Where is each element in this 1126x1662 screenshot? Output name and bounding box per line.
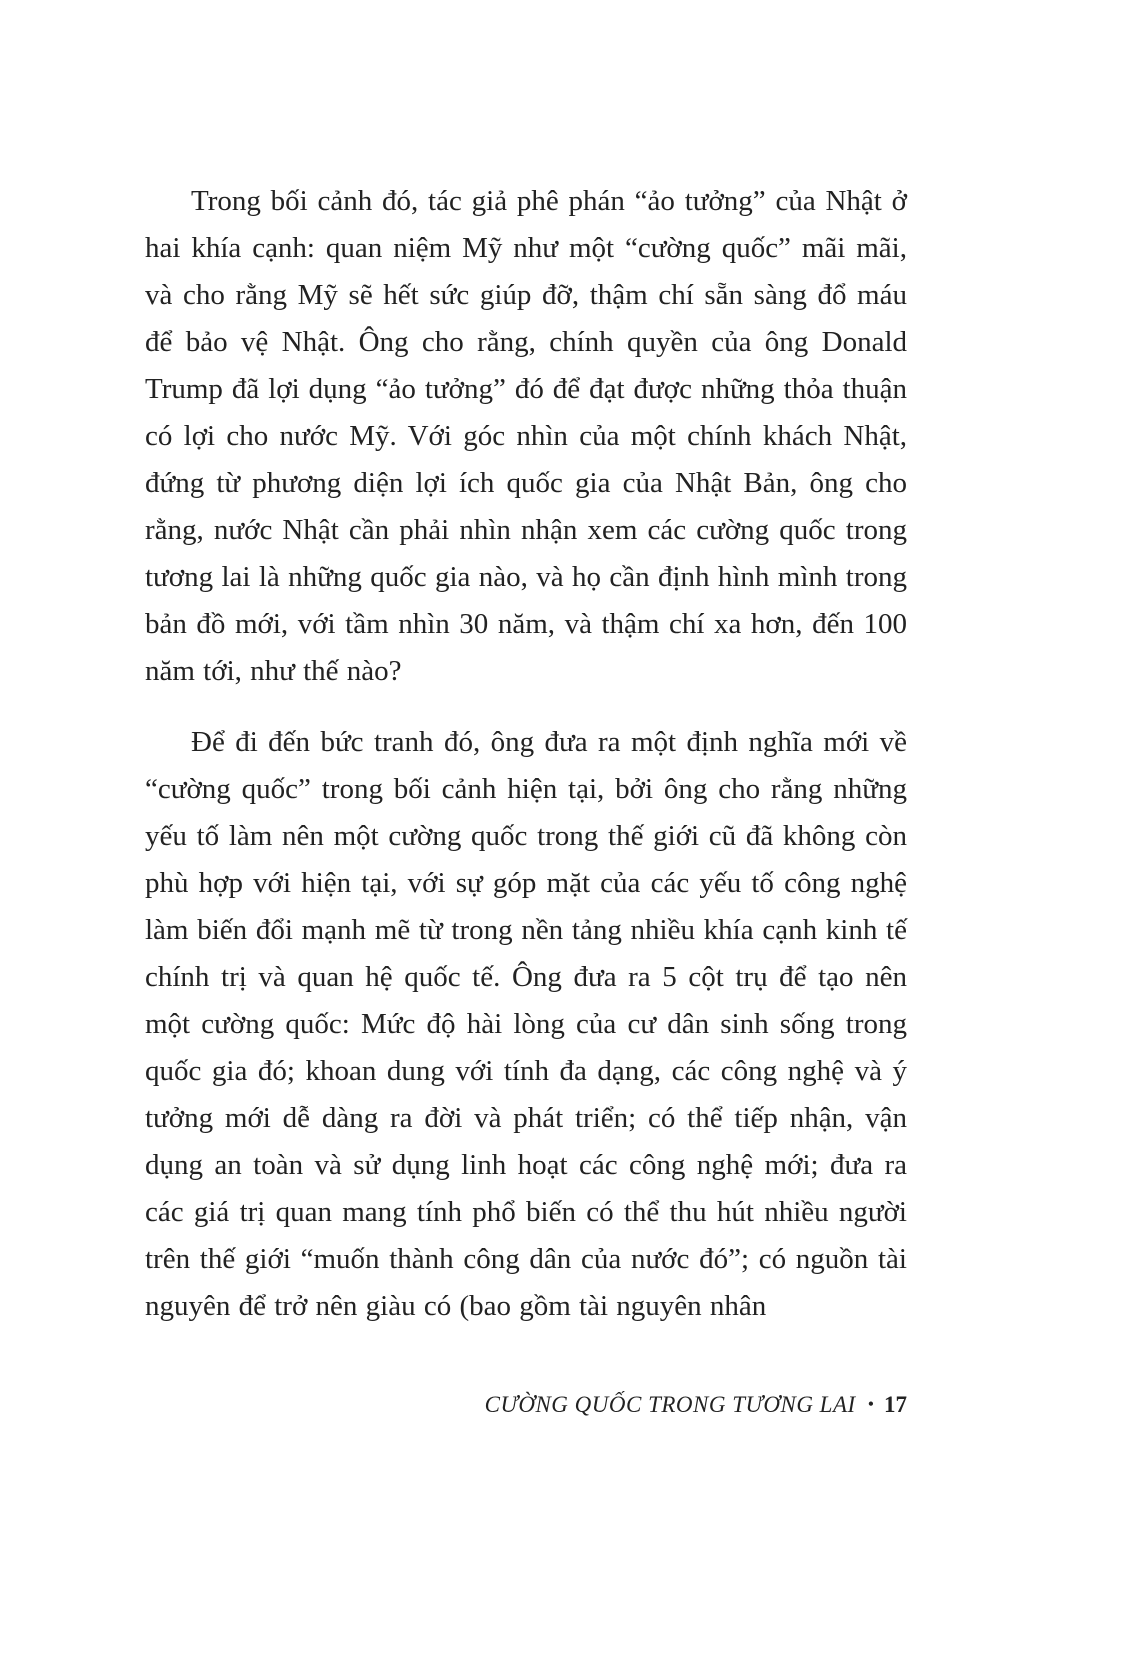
paragraph-2: Để đi đến bức tranh đó, ông đưa ra một định nghĩa mới về “cường quốc” trong bối cảnh hiện tại, bởi ông cho rằng những yếu tố làm nên một cường quốc trong thế giới cũ đã không còn phù hợp với hiện tại, với sự góp mặt của các yếu tố công nghệ làm biến đổi mạnh mẽ từ trong nền tảng nhiều khía cạnh kinh tế chính trị và quan hệ quốc tế. Ông đưa ra 5 cột trụ để tạo nên một cường quốc: Mức độ hài lòng của cư dân sinh sống trong quốc gia đó; khoan dung với tính đa dạng, các công nghệ và ý tưởng mới dễ dàng ra đời và phát triển; có thể tiếp nhận, vận dụng an toàn và sử dụng linh hoạt các công nghệ mới; đưa ra các giá trị quan mang tính phổ biến có thể thu hút nhiều người trên thế giới “muốn thành công dân của nước đó”; có nguồn tài nguyên để trở nên giàu có (bao gồm tài nguyên nhân bbox=[145, 726, 907, 1322]
paragraph-1: Trong bối cảnh đó, tác giả phê phán “ảo tưởng” của Nhật ở hai khía cạnh: quan niệm Mỹ như một “cường quốc” mãi mãi, và cho rằng Mỹ sẽ hết sức giúp đỡ, thậm chí sẵn sàng đổ máu để bảo vệ Nhật. Ông cho rằng, chính quyền của ông Donald Trump đã lợi dụng “ảo tưởng” đó để đạt được những thỏa thuận có lợi cho nước Mỹ. Với góc nhìn của một chính khách Nhật, đứng từ phương diện lợi ích quốc gia của Nhật Bản, ông cho rằng, nước Nhật cần phải nhìn nhận xem các cường quốc trong tương lai là những quốc gia nào, và họ cần định hình mình trong bản đồ mới, với tầm nhìn 30 năm, và thậm chí xa hơn, đến 100 năm tới, như thế nào? bbox=[145, 185, 907, 687]
page-number: 17 bbox=[884, 1392, 907, 1417]
body-text bbox=[145, 178, 907, 1354]
footer-bullet: • bbox=[867, 1394, 874, 1414]
page-footer bbox=[145, 1392, 907, 1418]
running-title: CƯỜNG QUỐC TRONG TƯƠNG LAI bbox=[484, 1392, 856, 1417]
